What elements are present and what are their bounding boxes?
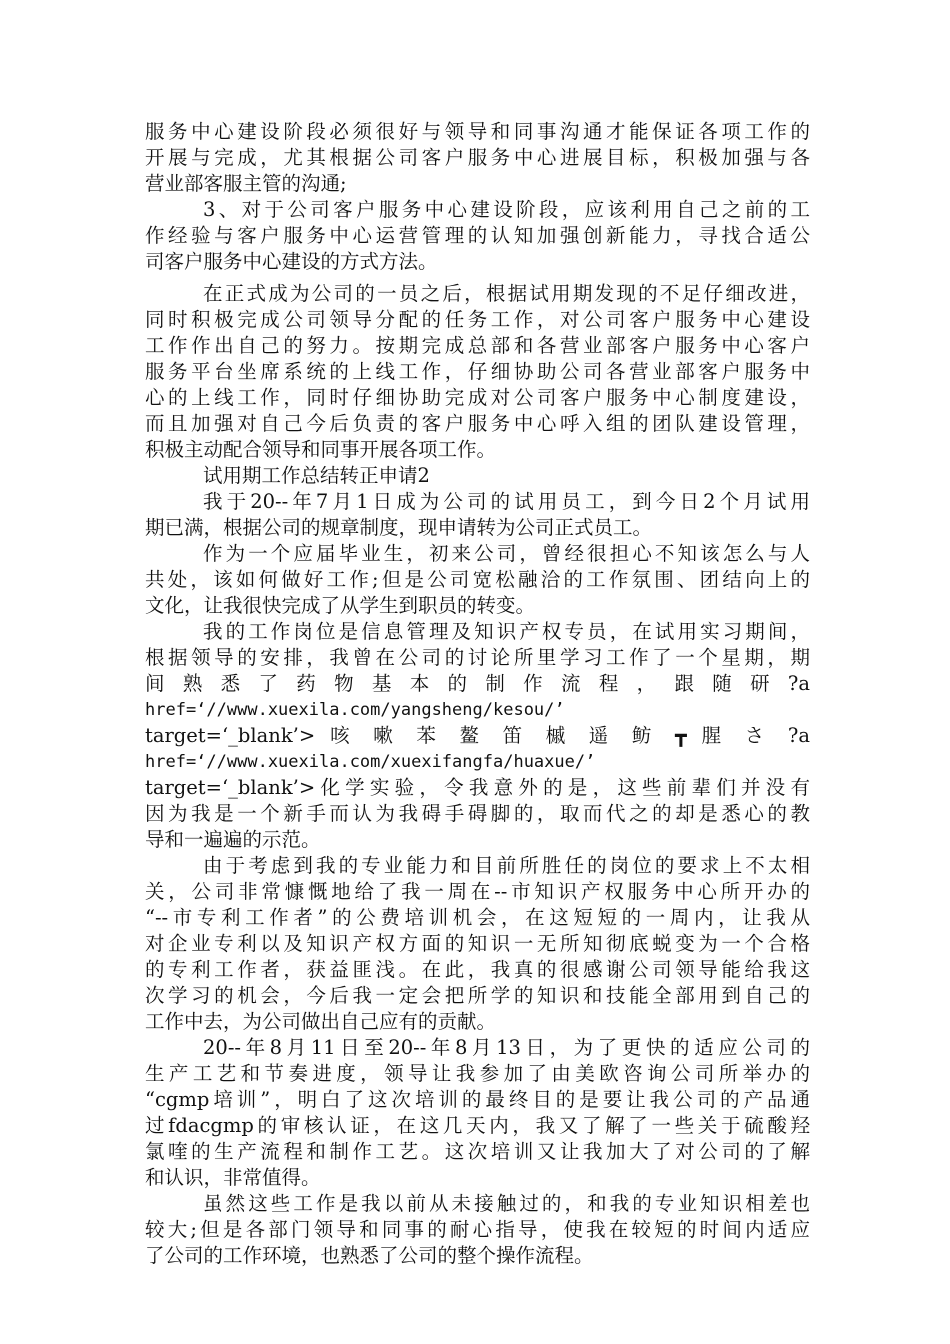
text-line: 共处，该如何做好工作;但是公司宽松融洽的工作氛围、团结向上的 (145, 568, 810, 591)
text-line: 生产工艺和节奏进度，领导让我参加了由美欧咨询公司所举办的 (145, 1062, 810, 1085)
text-line: “--市专利工作者”的公费培训机会，在这短短的一周内，让我从 (145, 906, 810, 929)
text-line: 对企业专利以及知识产权方面的知识一无所知彻底蜕变为一个合格 (145, 932, 810, 955)
section-heading: 试用期工作总结转正申请2 (203, 464, 430, 487)
text-line: 工作中去，为公司做出自己应有的贡献。 (145, 1010, 497, 1033)
text-line: 导和一遍遍的示范。 (145, 828, 321, 851)
text-line: 由于考虑到我的专业能力和目前所胜任的岗位的要求上不太相 (203, 854, 810, 877)
text-line: 而且加强对自己今后负责的客户服务中心呼入组的团队建设管理， (145, 412, 810, 435)
text-line: href=‘//www.xuexila.com/yangsheng/kesou/’ (145, 700, 565, 720)
text-line: 服务平台坐席系统的上线工作，仔细协助公司各营业部客户服务中 (145, 360, 810, 383)
text-line: 积极主动配合领导和同事开展各项工作。 (145, 438, 497, 461)
text-line: 同时积极完成公司领导分配的任务工作，对公司客户服务中心建设 (145, 308, 810, 331)
text-line: 营业部客服主管的沟通; (145, 172, 347, 195)
text-line: 因为我是一个新手而认为我碍手碍脚的，取而代之的却是悉心的教 (145, 802, 810, 825)
text-line: target=‘_blank’> 咳 嗽 苯 鳌 笛 槭 遥 鲂 ┳ 腥 さ ?a (145, 724, 810, 747)
text-line: 司客户服务中心建设的方式方法。 (145, 250, 438, 273)
text-line: target=‘_blank’>化学实验，令我意外的是，这些前辈们并没有 (145, 776, 810, 799)
text-line: 了公司的工作环境，也熟悉了公司的整个操作流程。 (145, 1244, 594, 1267)
text-line: 过fdacgmp的审核认证，在这几天内，我又了解了一些关于硫酸羟 (145, 1114, 810, 1137)
text-line: 工作作出自己的努力。按期完成总部和各营业部客户服务中心客户 (145, 334, 810, 357)
text-line: 间 熟 悉 了 药 物 基 本 的 制 作 流 程 ， 跟 随 研 ?a (145, 672, 810, 695)
text-line: 文化，让我很快完成了从学生到职员的转变。 (145, 594, 536, 617)
text-line: 作经验与客户服务中心运营管理的认知加强创新能力，寻找合适公 (145, 224, 810, 247)
text-line: 氯喹的生产流程和制作工艺。这次培训又让我加大了对公司的了解 (145, 1140, 810, 1163)
text-line: 次学习的机会，今后我一定会把所学的知识和技能全部用到自己的 (145, 984, 810, 1007)
text-line: 作为一个应届毕业生，初来公司，曾经很担心不知该怎么与人 (203, 542, 810, 565)
document-body (145, 119, 810, 1269)
text-line: 我于20--年7月1日成为公司的试用员工，到今日2个月试用 (203, 490, 810, 513)
text-line: 我的工作岗位是信息管理及知识产权专员，在试用实习期间， (203, 620, 810, 643)
text-line: “cgmp培训”，明白了这次培训的最终目的是要让我公司的产品通 (145, 1088, 810, 1111)
text-line: 期已满，根据公司的规章制度，现申请转为公司正式员工。 (145, 516, 653, 539)
text-line: 和认识，非常值得。 (145, 1166, 321, 1189)
text-line: 较大;但是各部门领导和同事的耐心指导，使我在较短的时间内适应 (145, 1218, 810, 1241)
text-line: 关，公司非常慷慨地给了我一周在--市知识产权服务中心所开办的 (145, 880, 810, 903)
text-line: 虽然这些工作是我以前从未接触过的，和我的专业知识相差也 (203, 1192, 810, 1215)
text-line: 心的上线工作，同时仔细协助完成对公司客户服务中心制度建设， (145, 386, 810, 409)
text-line: 根据领导的安排，我曾在公司的讨论所里学习工作了一个星期，期 (145, 646, 810, 669)
text-line: href=‘//www.xuexila.com/xuexifangfa/huaxue/’ (145, 752, 596, 772)
text-line: 20--年8月11日至20--年8月13日，为了更快的适应公司的 (203, 1036, 810, 1059)
text-line: 开展与完成，尤其根据公司客户服务中心进展目标，积极加强与各 (145, 146, 810, 169)
text-line: 服务中心建设阶段必须很好与领导和同事沟通才能保证各项工作的 (145, 120, 810, 143)
text-line: 在正式成为公司的一员之后，根据试用期发现的不足仔细改进， (203, 282, 810, 305)
text-line: 3、对于公司客户服务中心建设阶段，应该利用自己之前的工 (203, 198, 810, 221)
text-line: 的专利工作者，获益匪浅。在此，我真的很感谢公司领导能给我这 (145, 958, 810, 981)
